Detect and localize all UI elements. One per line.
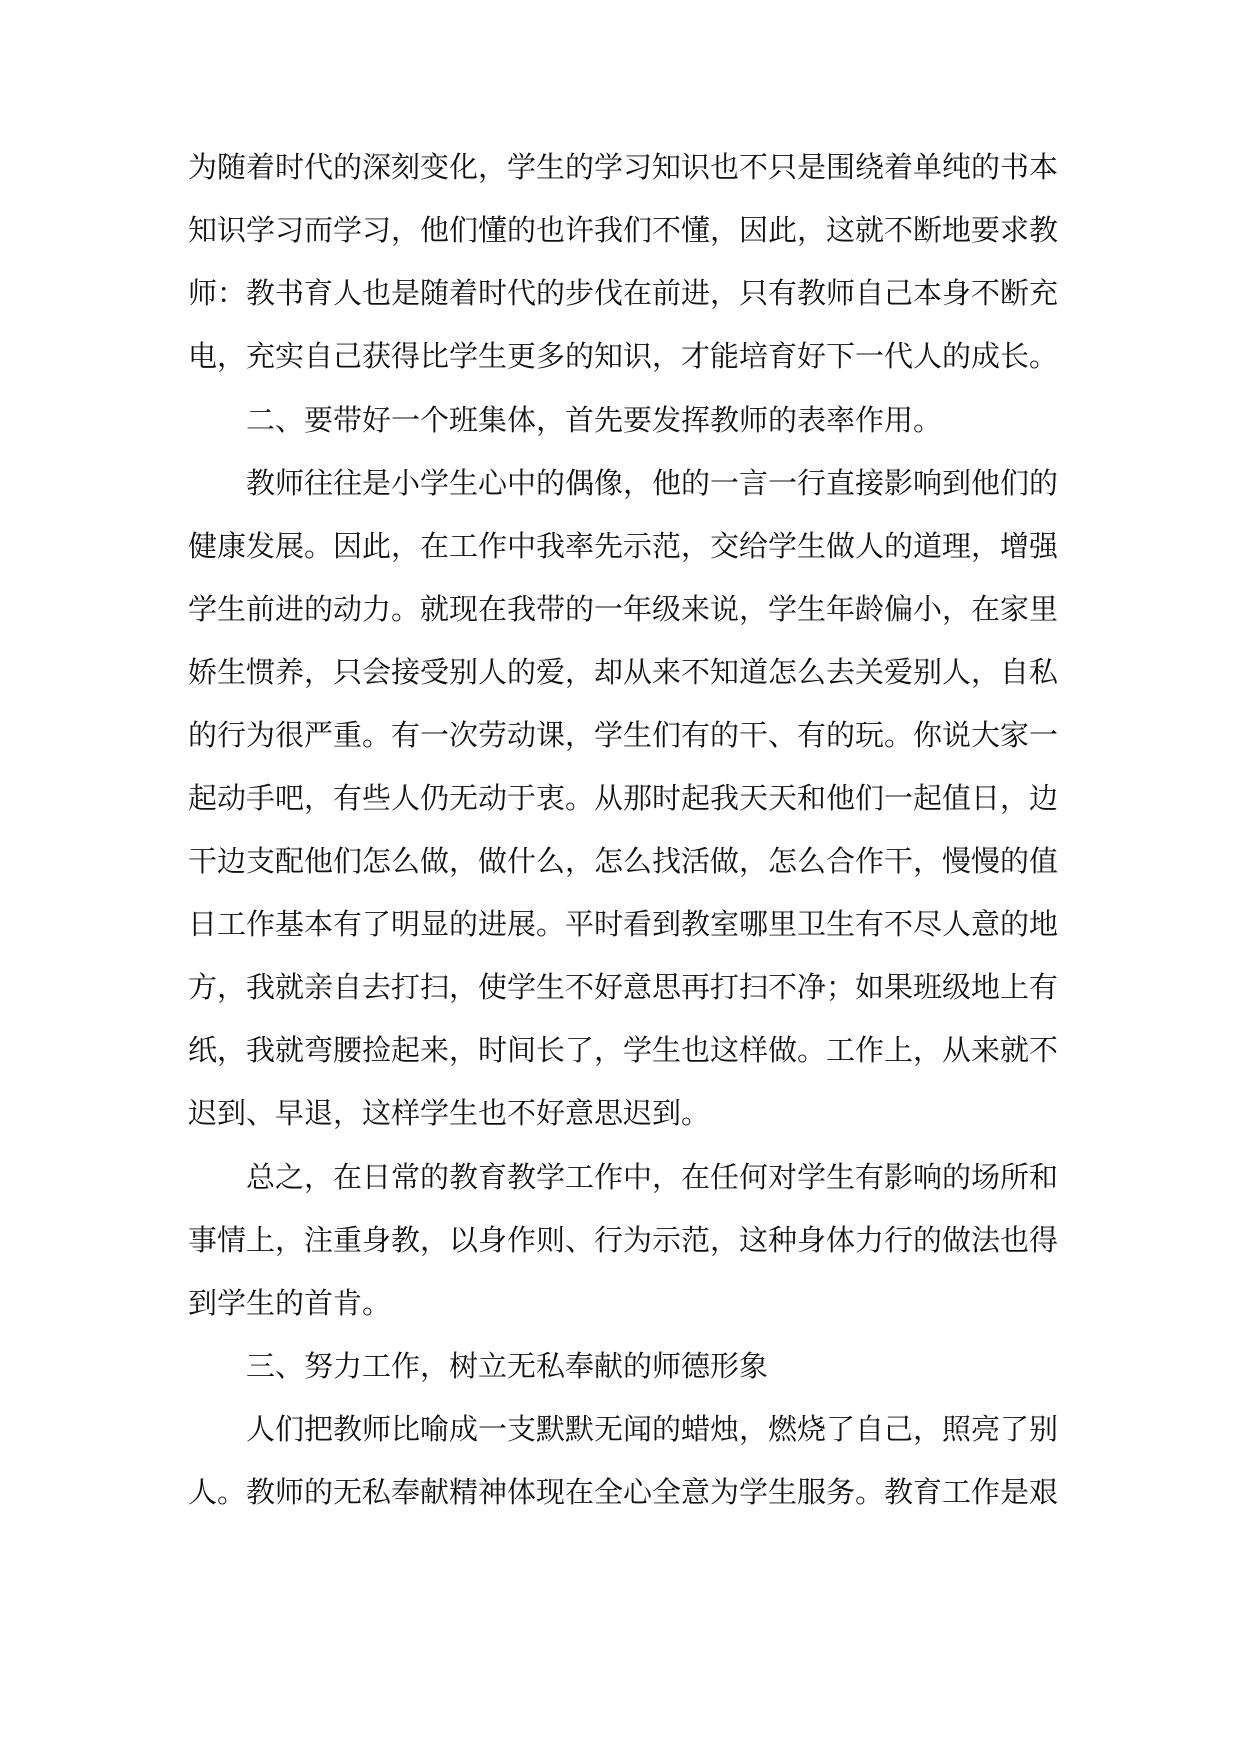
text-line: 知识学习而学习，他们懂的也许我们不懂，因此，这就不断地要求教 xyxy=(188,213,1059,247)
text-line: 人们把教师比喻成一支默默无闻的蜡烛，燃烧了自己，照亮了别 xyxy=(246,1412,1059,1446)
text-line: 到学生的首肯。 xyxy=(188,1286,392,1320)
text-line: 总之，在日常的教育教学工作中，在任何对学生有影响的场所和 xyxy=(246,1160,1059,1194)
text-line: 起动手吧，有些人仍无动于衷。从那时起我天天和他们一起值日，边 xyxy=(188,781,1059,815)
text-line: 的行为很严重。有一次劳动课，学生们有的干、有的玩。你说大家一 xyxy=(188,718,1059,752)
text-line: 娇生惯养，只会接受别人的爱，却从来不知道怎么去关爱别人，自私 xyxy=(188,655,1059,689)
section-heading: 二、要带好一个班集体，首先要发挥教师的表率作用。 xyxy=(246,403,943,437)
text-line: 事情上，注重身教，以身作则、行为示范，这种身体力行的做法也得 xyxy=(188,1223,1059,1257)
text-line: 为随着时代的深刻变化，学生的学习知识也不只是围绕着单纯的书本 xyxy=(188,150,1059,184)
text-line: 纸，我就弯腰捡起来，时间长了，学生也这样做。工作上，从来就不 xyxy=(188,1033,1059,1067)
text-line: 健康发展。因此，在工作中我率先示范，交给学生做人的道理，增强 xyxy=(188,529,1059,563)
text-line: 干边支配他们怎么做，做什么，怎么找活做，怎么合作干，慢慢的值 xyxy=(188,844,1059,878)
text-line: 迟到、早退，这样学生也不好意思迟到。 xyxy=(188,1096,711,1130)
section-heading: 三、努力工作，树立无私奉献的师德形象 xyxy=(246,1349,769,1383)
text-line: 教师往往是小学生心中的偶像，他的一言一行直接影响到他们的 xyxy=(246,466,1059,500)
text-line: 日工作基本有了明显的进展。平时看到教室哪里卫生有不尽人意的地 xyxy=(188,907,1059,941)
text-line: 方，我就亲自去打扫，使学生不好意思再打扫不净；如果班级地上有 xyxy=(188,970,1059,1004)
text-line: 学生前进的动力。就现在我带的一年级来说，学生年龄偏小，在家里 xyxy=(188,592,1059,626)
text-line: 师：教书育人也是随着时代的步伐在前进，只有教师自己本身不断充 xyxy=(188,276,1059,310)
text-line: 人。教师的无私奉献精神体现在全心全意为学生服务。教育工作是艰 xyxy=(188,1475,1059,1509)
text-line: 电，充实自己获得比学生更多的知识，才能培育好下一代人的成长。 xyxy=(188,339,1059,373)
